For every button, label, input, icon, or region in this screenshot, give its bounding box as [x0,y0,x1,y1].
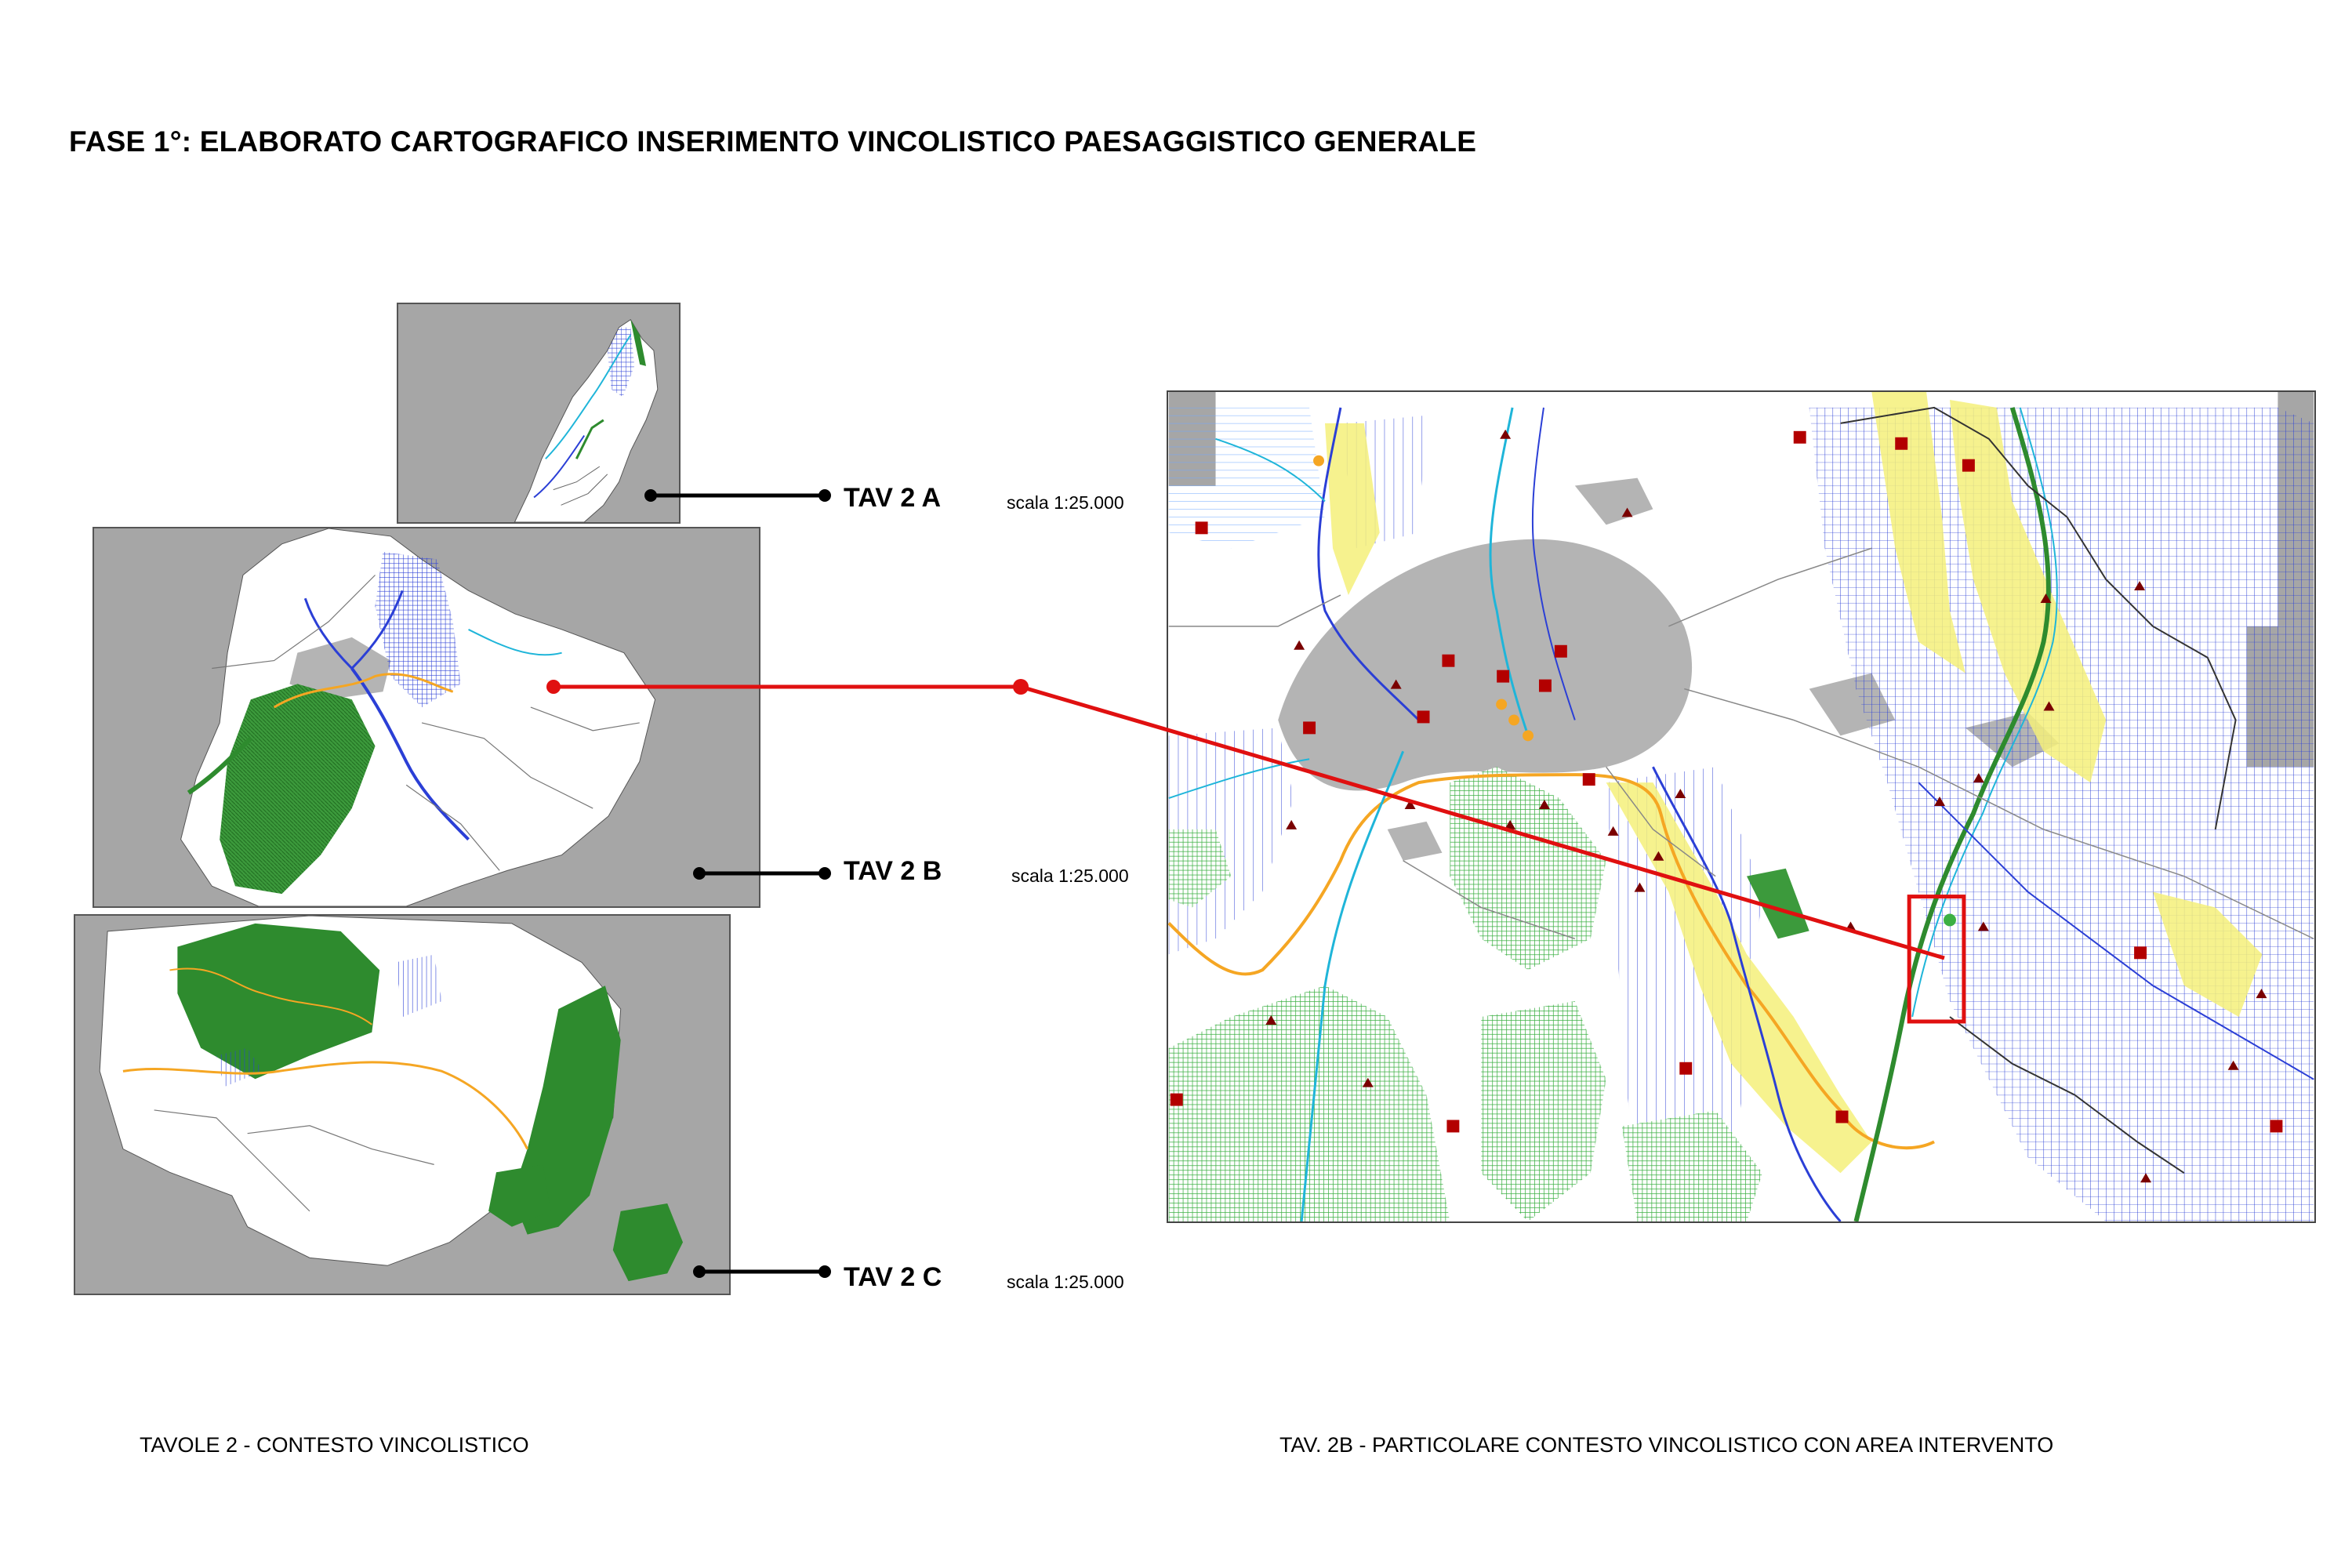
caption-left: TAVOLE 2 - CONTESTO VINCOLISTICO [140,1433,529,1457]
connector-dot-icon [818,489,831,502]
page-title: FASE 1°: ELABORATO CARTOGRAFICO INSERIMENTO VINCOLISTICO PAESAGGISTICO GENERALE [69,125,1477,158]
tav-2a-label: TAV 2 A [844,483,942,513]
tav-2c-scale: scala 1:25.000 [1007,1272,1124,1292]
caption-right: TAV. 2B - PARTICOLARE CONTESTO VINCOLISTICO CON AREA INTERVENTO [1279,1433,2054,1457]
map-tav-2c-drawing [75,916,729,1294]
tav-2c-label: TAV 2 C [844,1262,942,1292]
map-tav-2a-drawing [398,304,679,522]
connector-dot-icon [1013,679,1029,695]
map-panel-tav-2c [74,914,731,1295]
map-panel-tav-2b [93,527,760,908]
tav-2b-label: TAV 2 B [844,856,942,886]
tav-2b-scale: scala 1:25.000 [1011,866,1129,886]
detail-map-tav-2b [1167,390,2316,1223]
map-panel-tav-2a [397,303,681,524]
connector-dot-icon [818,1265,831,1278]
map-tav-2b-drawing [94,528,759,906]
connector-dot-icon [818,867,831,880]
tav-2a-scale: scala 1:25.000 [1007,492,1124,513]
detail-map-drawing [1168,392,2314,1221]
